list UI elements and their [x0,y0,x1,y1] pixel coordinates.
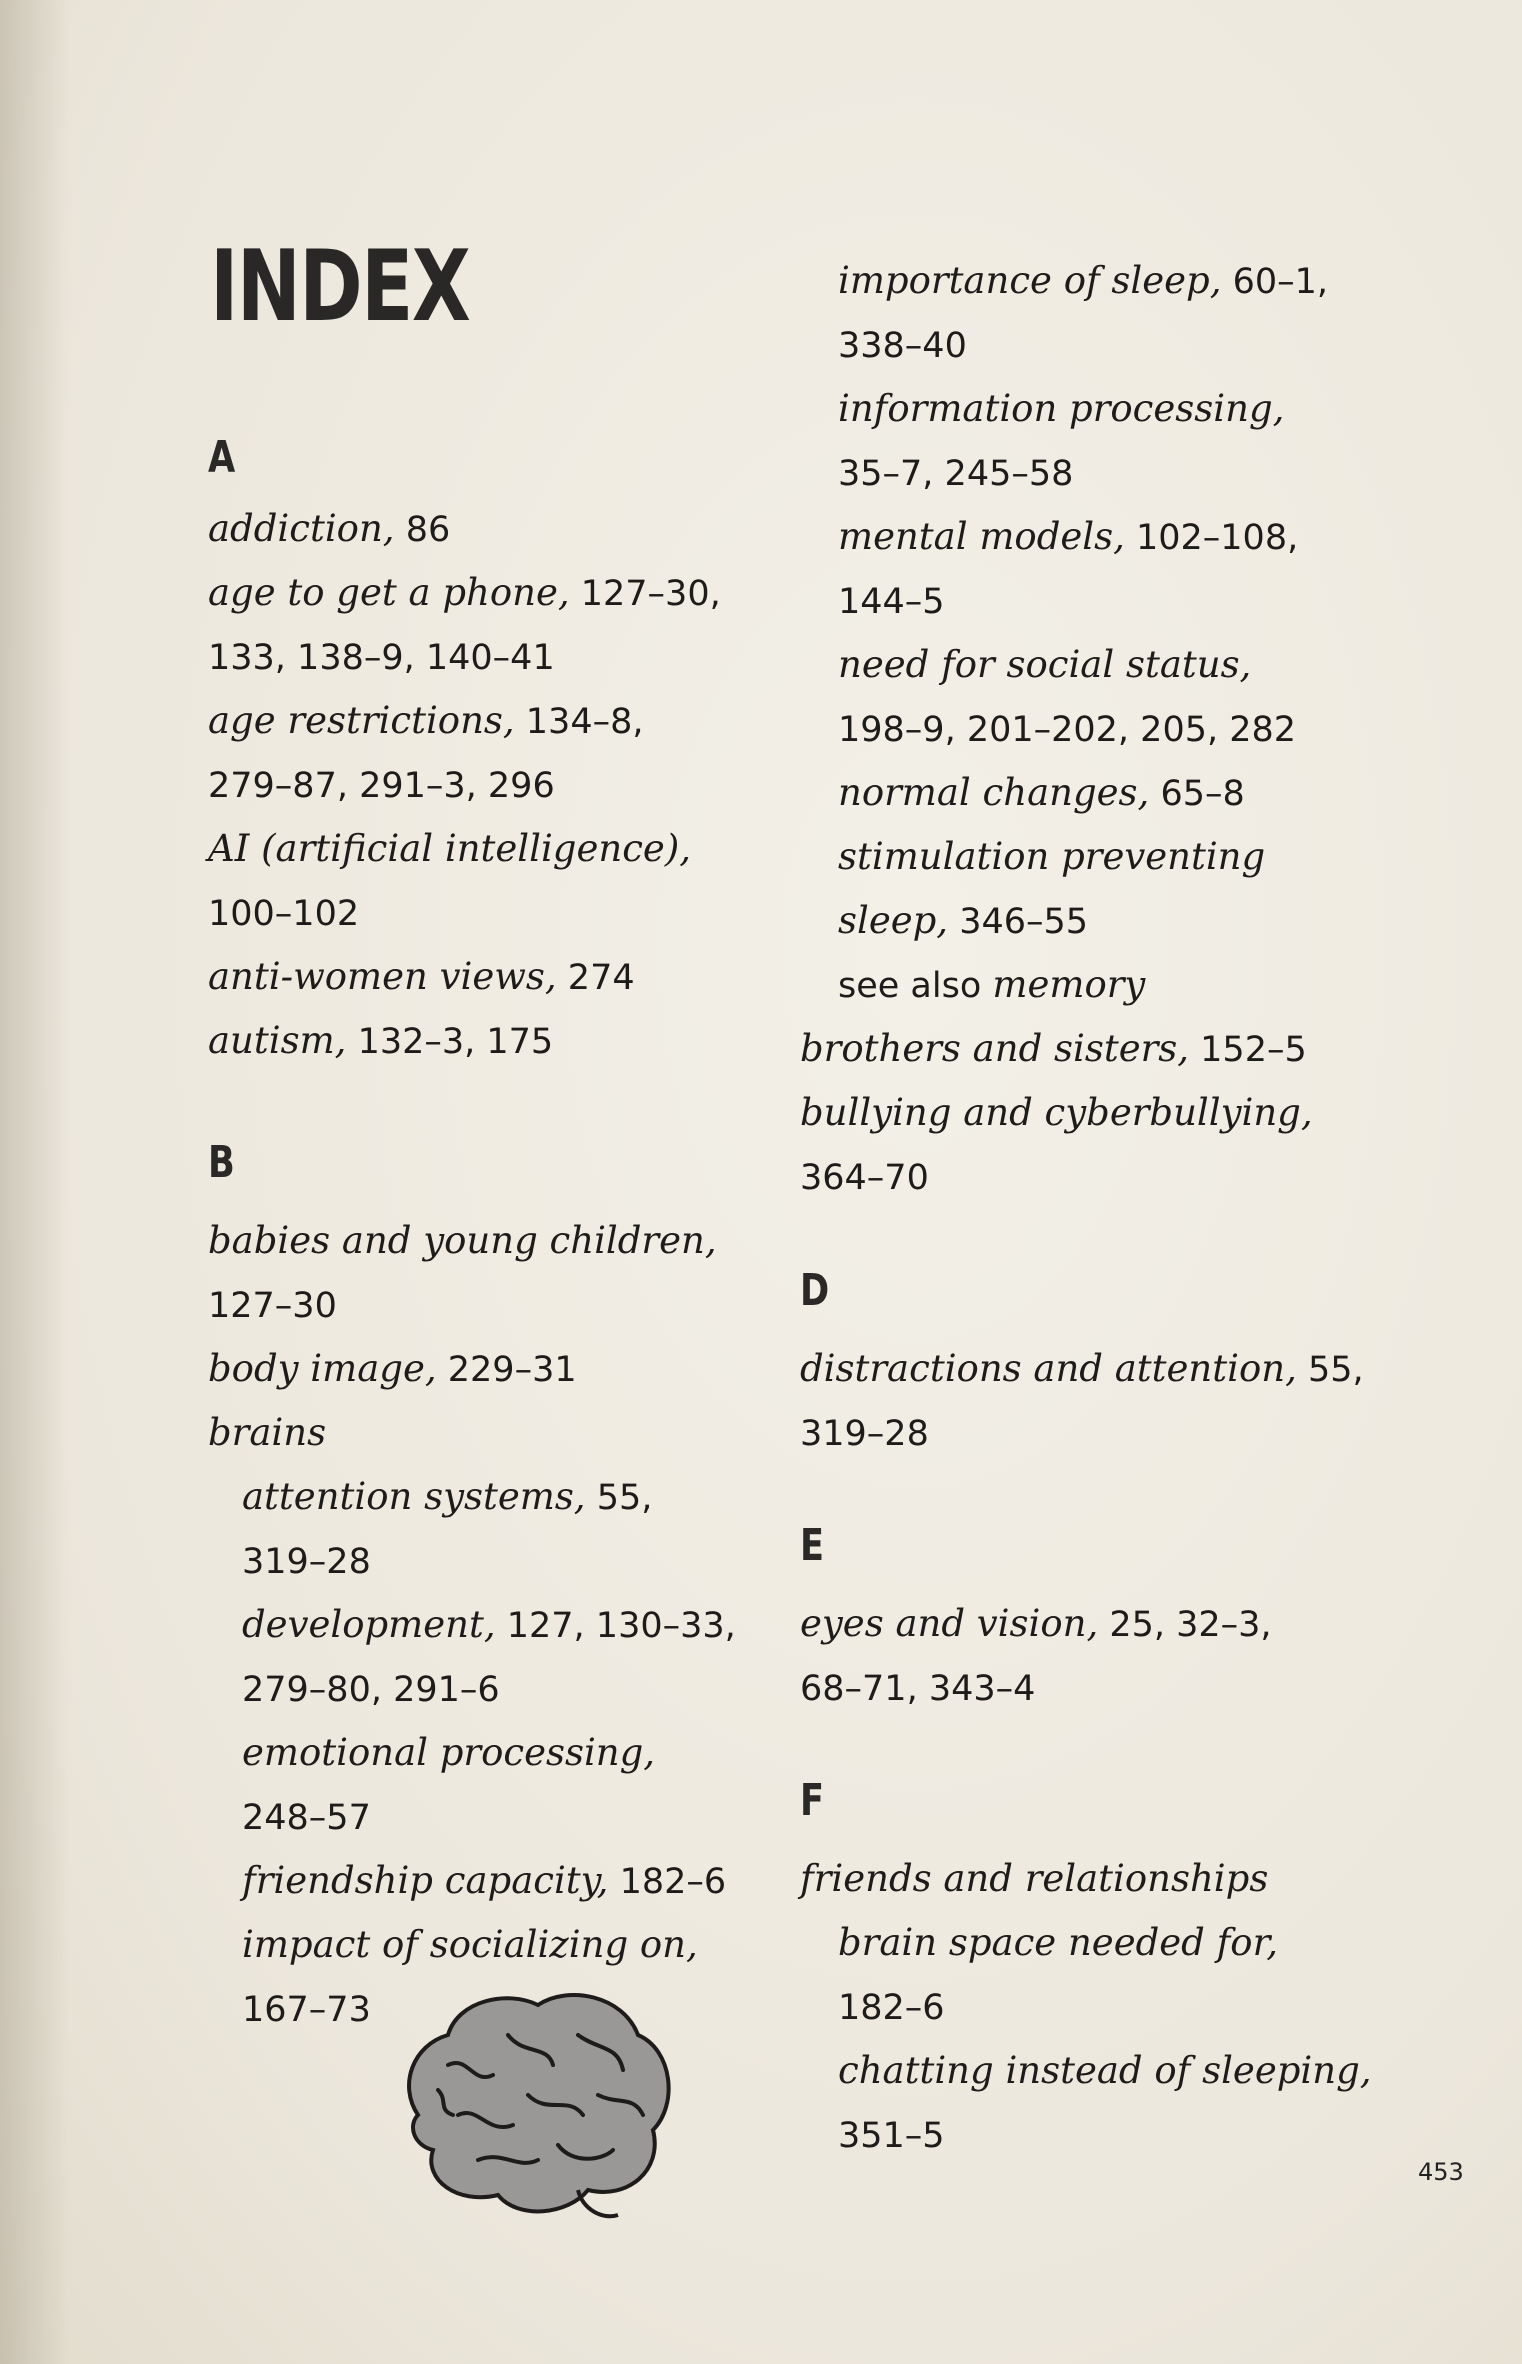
index-term: brain space needed for, [838,1921,1278,1964]
index-pages: 319–28 [800,1414,929,1454]
index-entry-line [208,955,635,998]
index-pages: 55, [585,1478,653,1518]
index-entry-line [242,1859,727,1902]
index-pages: 65–8 [1149,774,1245,814]
index-entry-line [242,1475,653,1518]
index-term: autism, [208,1019,347,1062]
index-entry-line [838,454,1073,492]
index-term: anti-women views, [208,955,557,998]
index-term: age restrictions, [208,699,515,742]
index-term: body image, [208,1347,437,1390]
index-pages: 351–5 [838,2116,945,2156]
index-entry-line [208,766,555,804]
section-letter-b: B [208,1137,235,1188]
index-pages: 319–28 [242,1542,371,1582]
index-entry-line [800,1857,1269,1900]
index-entry-line [838,326,967,364]
index-pages: 133, 138–9, 140–41 [208,638,555,678]
index-term: friendship capacity, [242,1859,609,1902]
index-term: impact of socializing on, [242,1923,698,1966]
index-pages: 100–102 [208,894,360,934]
index-term: friends and relationships [800,1857,1269,1900]
index-pages: 60–1, [1221,262,1329,302]
index-entry-line [800,1158,929,1196]
index-entry-line [208,1411,327,1454]
index-entry-line [838,899,1089,942]
index-pages: 25, 32–3, [1098,1605,1272,1645]
index-entry-line [838,1921,1278,1964]
page-gutter-shadow [0,0,70,2364]
index-entry-line [208,827,692,870]
index-pages: 364–70 [800,1158,929,1198]
index-term: age to get a phone, [208,571,570,614]
index-entry-line [208,1219,717,1262]
index-entry-line [838,2116,945,2154]
index-entry-line [838,643,1252,686]
index-term: bullying and cyberbullying, [800,1091,1313,1134]
index-entry-line [800,1347,1364,1390]
index-term: importance of sleep, [838,259,1222,302]
index-term: brains [208,1411,327,1454]
index-pages: 102–108, [1124,518,1299,558]
index-entry-line [838,963,1146,1006]
index-pages: 127–30 [208,1286,337,1326]
index-entry-line [838,259,1329,302]
index-pages: 127–30, [569,574,721,614]
index-entry-line [208,1019,554,1062]
index-term: babies and young children, [208,1219,717,1262]
section-letter-f: F [800,1775,825,1826]
section-letter-d: D [800,1265,830,1316]
index-pages: 346–55 [948,902,1089,942]
index-entry-line [800,1027,1307,1070]
index-entry-line [800,1091,1313,1134]
index-entry-line [242,1542,371,1580]
index-entry-line [838,710,1296,748]
index-entry-line [800,1669,1035,1707]
index-term: emotional processing, [242,1731,656,1774]
index-term: attention systems, [242,1475,586,1518]
index-entry-line [242,1731,656,1774]
index-term: distractions and attention, [800,1347,1297,1390]
index-term: stimulation preventing [838,835,1266,878]
index-pages: 338–40 [838,326,967,366]
index-pages: 279–80, 291–6 [242,1670,500,1710]
index-entry-line [800,1414,929,1452]
index-term: development, [242,1603,496,1646]
index-entry-line [208,571,721,614]
index-pages: 127, 130–33, [495,1606,736,1646]
index-term: brothers and sisters, [800,1027,1190,1070]
index-pages: 68–71, 343–4 [800,1669,1036,1709]
index-entry-line [208,894,359,932]
index-entry-line [838,387,1285,430]
index-entry-line [242,1798,371,1836]
index-term: addiction, [208,507,395,550]
index-entry-line [838,2049,1372,2092]
page-number: 453 [1418,2158,1464,2186]
index-entry-line [242,1603,736,1646]
section-letter-e: E [800,1520,825,1571]
index-pages: 182–6 [608,1862,727,1902]
index-pages: 248–57 [242,1798,371,1838]
index-term: chatting instead of sleeping, [838,2049,1372,2092]
index-entry-line [800,1602,1272,1645]
index-pages: 132–3, 175 [346,1022,554,1062]
index-entry-line [838,582,945,620]
index-pages: 55, [1296,1350,1364,1390]
index-entry-line [208,699,644,742]
index-pages: 144–5 [838,582,945,622]
index-pages: see also [838,966,993,1006]
section-letter-a: A [208,432,236,483]
index-entry-line [208,1347,577,1390]
index-entry-line [242,1990,371,2028]
index-pages: 86 [394,510,451,550]
index-pages: 274 [556,958,635,998]
index-entry-line [208,638,555,676]
index-entry-line [208,507,451,550]
index-pages: 198–9, 201–202, 205, 282 [838,710,1297,750]
index-pages: 229–31 [436,1350,577,1390]
index-term: AI (artificial intelligence), [208,827,692,870]
index-title: INDEX [210,230,470,344]
index-pages: 167–73 [242,1990,371,2030]
index-entry-line [838,771,1245,814]
index-entry-line [208,1286,337,1324]
index-entry-line [242,1670,500,1708]
index-entry-line [838,1988,945,2026]
index-term: eyes and vision, [800,1602,1099,1645]
brain-illustration [378,1965,688,2235]
index-pages: 134–8, [514,702,644,742]
index-entry-line [242,1923,698,1966]
index-term: normal changes, [838,771,1150,814]
index-term: sleep, [838,899,949,942]
index-pages: 35–7, 245–58 [838,454,1074,494]
index-pages: 279–87, 291–3, 296 [208,766,555,806]
index-term: information processing, [838,387,1285,430]
index-pages: 182–6 [838,1988,945,2028]
index-pages: 152–5 [1189,1030,1307,1070]
see-also-term: memory [992,963,1146,1006]
index-entry-line [838,515,1299,558]
index-entry-line [838,835,1266,878]
index-term: need for social status, [838,643,1252,686]
index-term: mental models, [838,515,1125,558]
